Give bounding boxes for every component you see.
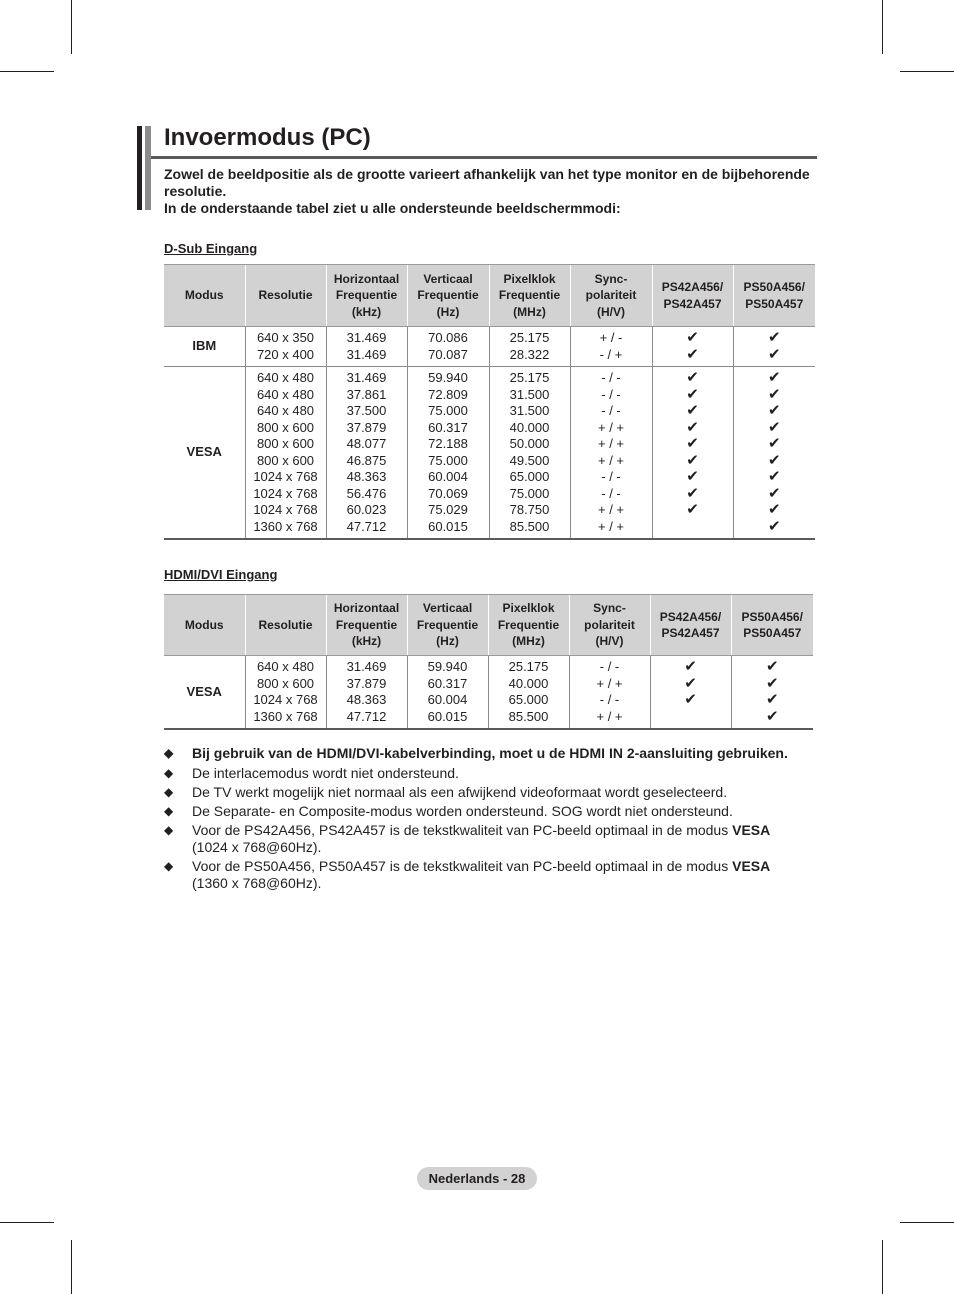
cell-value: 85.500 — [509, 518, 550, 534]
checkmark-icon: ✔ — [767, 484, 781, 502]
cell-value: 25.175 — [509, 330, 550, 345]
cell-value: 75.000 — [428, 452, 468, 468]
checkmark-icon: ✔ — [686, 451, 699, 469]
sync-cell — [570, 367, 652, 540]
title-accent-bar — [137, 126, 142, 210]
page-title: Invoermodus (PC) — [164, 124, 371, 151]
intro-text — [164, 166, 814, 217]
cell-value: 75.000 — [509, 485, 550, 501]
header-pixel-clock: Pixelklok Frequentie (MHz) — [488, 595, 569, 656]
header-model-ps50: PS50A456/ PS50A457 — [731, 595, 813, 656]
crop-mark — [71, 0, 72, 54]
cell-value: 70.069 — [428, 485, 468, 501]
cell-value: 60.317 — [428, 419, 468, 435]
hdmi-table — [164, 594, 813, 730]
title-divider — [151, 156, 817, 159]
hfreq-cell — [326, 367, 407, 540]
cell-value: 65.000 — [509, 469, 550, 484]
cell-value: 47.712 — [346, 518, 387, 534]
cell-value: 37.879 — [346, 419, 387, 435]
diamond-bullet-icon: ◆ — [164, 766, 174, 780]
cell-value: - / - — [599, 692, 620, 707]
notes-list — [164, 745, 814, 894]
checkmark-icon: ✔ — [767, 451, 781, 469]
cell-value: 31.469 — [346, 659, 387, 674]
crop-mark — [882, 0, 883, 54]
cell-value: 60.317 — [427, 675, 468, 691]
note-item — [164, 858, 814, 892]
cell-value: 65.000 — [508, 692, 549, 707]
table-row — [164, 656, 813, 730]
cell-value: 70.086 — [428, 330, 468, 345]
cell-value: 31.500 — [509, 386, 550, 402]
cell-value: 1360 x 768 — [253, 708, 318, 724]
checkmark-icon: ✔ — [767, 435, 781, 452]
cell-value: 1024 x 768 — [253, 485, 318, 501]
model-ps50-check — [733, 327, 815, 367]
cell-value: 72.188 — [428, 436, 468, 451]
cell-value: 40.000 — [509, 419, 550, 435]
header-sync-polarity: Sync-polariteit (H/V) — [570, 265, 652, 327]
model-ps42-check — [652, 327, 733, 367]
cell-value: 640 x 480 — [256, 370, 315, 385]
crop-mark — [0, 71, 54, 72]
cell-value: 800 x 600 — [256, 452, 315, 468]
vfreq-cell — [407, 327, 489, 367]
cell-value: 49.500 — [509, 452, 550, 468]
checkmark-icon: ✔ — [686, 484, 699, 502]
cell-value: 60.015 — [428, 518, 468, 534]
header-vertical-frequency: Verticaal Frequentie (Hz) — [407, 595, 488, 656]
crop-mark — [882, 1240, 883, 1294]
model-ps50-check — [733, 367, 815, 540]
checkmark-icon: ✔ — [767, 501, 781, 518]
cell-value: 60.015 — [427, 708, 468, 724]
cell-value: 60.004 — [428, 469, 468, 484]
cell-value: 1360 x 768 — [253, 518, 318, 534]
checkmark-icon: ✔ — [765, 674, 779, 692]
header-vertical-frequency: Verticaal Frequentie (Hz) — [407, 265, 489, 327]
cell-value: 640 x 350 — [256, 330, 315, 345]
cell-value: 31.469 — [346, 330, 387, 345]
cell-value: - / - — [599, 659, 620, 674]
cell-value: + / + — [597, 518, 625, 534]
hdmi-section-label: HDMI/DVI Eingang — [164, 567, 278, 582]
note-text: Voor de PS50A456, PS50A457 is de tekstkwaliteit van PC-beeld optimaal in de modus — [192, 858, 733, 874]
cell-value: 25.175 — [509, 370, 550, 385]
diamond-bullet-icon: ◆ — [164, 804, 174, 818]
mode-cell: VESA — [164, 367, 245, 540]
checkmark-icon: ✔ — [686, 402, 699, 419]
note-text: (1024 x 768@60Hz). — [192, 839, 322, 855]
cell-value: - / - — [601, 485, 621, 501]
cell-value: 25.175 — [508, 659, 549, 674]
cell-value: + / + — [597, 419, 625, 435]
cell-value: - / - — [601, 386, 621, 402]
table-row — [164, 327, 815, 367]
diamond-bullet-icon: ◆ — [164, 823, 174, 837]
note-item — [164, 822, 814, 856]
note-item — [164, 803, 814, 820]
checkmark-icon: ✔ — [686, 418, 699, 436]
vfreq-cell — [407, 367, 489, 540]
checkmark-icon: ✔ — [684, 691, 697, 708]
note-emphasis: VESA — [732, 822, 771, 838]
checkmark-icon: ✔ — [767, 468, 781, 485]
checkmark-icon: ✔ — [767, 385, 781, 403]
checkmark-icon: ✔ — [767, 402, 781, 419]
note-item — [164, 765, 814, 782]
checkmark-icon: ✔ — [684, 674, 697, 692]
crop-mark — [900, 71, 954, 72]
header-sync-polarity: Sync-polariteit (H/V) — [569, 595, 650, 656]
note-text: De interlacemodus wordt niet ondersteund. — [192, 765, 459, 781]
checkmark-icon: ✔ — [686, 369, 699, 386]
header-modus: Modus — [164, 265, 245, 327]
header-pixel-clock: Pixelklok Frequentie (MHz) — [489, 265, 570, 327]
cell-value: 640 x 480 — [256, 386, 315, 402]
checkmark-icon: ✔ — [765, 707, 779, 725]
cell-value: + / + — [597, 502, 625, 517]
cell-value: - / + — [599, 346, 623, 362]
mode-cell: VESA — [164, 656, 245, 730]
diamond-bullet-icon: ◆ — [164, 859, 174, 873]
checkmark-icon: ✔ — [686, 435, 699, 452]
table-row — [164, 367, 815, 540]
cell-value: 48.363 — [346, 692, 387, 707]
header-model-ps42: PS42A456/ PS42A457 — [650, 595, 731, 656]
checkmark-icon: ✔ — [765, 658, 779, 675]
cell-value: 31.469 — [346, 346, 387, 362]
cell-value: 60.023 — [346, 502, 387, 517]
title-accent-bar — [145, 126, 151, 210]
checkmark-icon: ✔ — [686, 385, 699, 403]
sync-cell — [569, 656, 650, 730]
cell-value: 720 x 400 — [256, 346, 315, 362]
cell-value: 60.004 — [427, 692, 468, 707]
note-text: (1360 x 768@60Hz). — [192, 875, 322, 891]
checkmark-icon: ✔ — [767, 329, 781, 346]
note-item — [164, 745, 814, 762]
cell-value: 1024 x 768 — [253, 502, 318, 517]
crop-mark — [71, 1240, 72, 1294]
cell-value: 48.363 — [346, 469, 387, 484]
hfreq-cell — [326, 327, 407, 367]
cell-value: 47.712 — [346, 708, 387, 724]
hfreq-cell — [326, 656, 407, 730]
crop-mark — [0, 1222, 54, 1223]
cell-value: 59.940 — [428, 370, 468, 385]
cell-value: 1024 x 768 — [253, 469, 318, 484]
cell-value: + / + — [596, 675, 623, 691]
sync-cell — [570, 327, 652, 367]
diamond-bullet-icon: ◆ — [164, 746, 174, 760]
cell-value: 31.469 — [346, 370, 387, 385]
header-horizontal-frequency: Horizontaal Frequentie (kHz) — [326, 265, 407, 327]
checkmark-icon: ✔ — [686, 501, 699, 518]
crop-mark — [900, 1222, 954, 1223]
cell-value: 800 x 600 — [256, 675, 315, 691]
checkmark-icon: ✔ — [765, 691, 779, 708]
checkmark-icon: ✔ — [767, 418, 781, 436]
cell-value: 640 x 480 — [256, 403, 315, 418]
cell-value: + / + — [596, 708, 623, 724]
note-text: De Separate- en Composite-modus worden ondersteund. SOG wordt niet ondersteund. — [192, 803, 733, 819]
cell-value: 40.000 — [508, 675, 549, 691]
cell-value: 46.875 — [346, 452, 387, 468]
cell-value: - / - — [601, 469, 621, 484]
note-emphasis: VESA — [732, 858, 771, 874]
cell-value: 28.322 — [509, 346, 550, 362]
note-text: Voor de PS42A456, PS42A457 is de tekstkwaliteit van PC-beeld optimaal in de modus — [192, 822, 733, 838]
cell-value: 75.000 — [428, 403, 468, 418]
intro-line: In de onderstaande tabel ziet u alle ondersteunde beeldschermmodi: — [164, 200, 621, 216]
checkmark-icon: ✔ — [684, 658, 697, 675]
cell-value: 37.500 — [346, 403, 387, 418]
pixel-clock-cell — [489, 327, 570, 367]
note-item — [164, 784, 814, 801]
cell-value: 85.500 — [508, 708, 549, 724]
header-modus: Modus — [164, 595, 245, 656]
cell-value: 48.077 — [346, 436, 387, 451]
header-resolutie: Resolutie — [245, 265, 326, 327]
cell-value: 31.500 — [509, 403, 550, 418]
mode-cell: IBM — [164, 327, 245, 367]
cell-value: 59.940 — [427, 659, 468, 674]
cell-value: + / + — [597, 436, 625, 451]
checkmark-icon: ✔ — [767, 345, 781, 363]
pixel-clock-cell — [489, 367, 570, 540]
diamond-bullet-icon: ◆ — [164, 785, 174, 799]
checkmark-icon: ✔ — [686, 329, 699, 346]
checkmark-icon: ✔ — [686, 468, 699, 485]
model-ps42-check — [652, 367, 733, 540]
resolution-cell — [245, 327, 326, 367]
cell-value: + / - — [599, 330, 623, 345]
cell-value: + / + — [597, 452, 625, 468]
note-text: Bij gebruik van de HDMI/DVI-kabelverbinding, moet u de HDMI IN 2-aansluiting gebruiken. — [192, 745, 788, 761]
cell-value: 50.000 — [509, 436, 550, 451]
vfreq-cell — [407, 656, 488, 730]
checkmark-icon: ✔ — [686, 345, 699, 363]
cell-value: 37.861 — [346, 386, 387, 402]
cell-value: 37.879 — [346, 675, 387, 691]
header-model-ps42: PS42A456/ PS42A457 — [652, 265, 733, 327]
page-footer: Nederlands - 28 — [417, 1167, 537, 1190]
cell-value: 56.476 — [346, 485, 387, 501]
pixel-clock-cell — [488, 656, 569, 730]
cell-value: 800 x 600 — [256, 436, 315, 451]
cell-value: 1024 x 768 — [253, 692, 318, 707]
cell-value: - / - — [601, 370, 621, 385]
intro-line: Zowel de beeldpositie als de grootte varieert afhankelijk van het type monitor en de bijbehorende resolutie. — [164, 166, 810, 199]
header-resolutie: Resolutie — [245, 595, 326, 656]
resolution-cell — [245, 656, 326, 730]
cell-value: - / - — [601, 403, 621, 418]
note-text: De TV werkt mogelijk niet normaal als een afwijkend videoformaat wordt geselecteerd. — [192, 784, 728, 800]
checkmark-icon: ✔ — [767, 517, 781, 535]
model-ps42-check — [650, 656, 731, 730]
cell-value: 72.809 — [428, 386, 468, 402]
header-horizontal-frequency: Horizontaal Frequentie (kHz) — [326, 595, 407, 656]
cell-value: 640 x 480 — [256, 659, 315, 674]
cell-value: 75.029 — [428, 502, 468, 517]
dsub-section-label: D-Sub Eingang — [164, 241, 258, 256]
cell-value: 70.087 — [428, 346, 468, 362]
cell-value: 800 x 600 — [256, 419, 315, 435]
resolution-cell — [245, 367, 326, 540]
checkmark-icon: ✔ — [767, 369, 781, 386]
dsub-table — [164, 264, 815, 540]
model-ps50-check — [731, 656, 813, 730]
cell-value: 78.750 — [509, 502, 550, 517]
header-model-ps50: PS50A456/ PS50A457 — [733, 265, 815, 327]
